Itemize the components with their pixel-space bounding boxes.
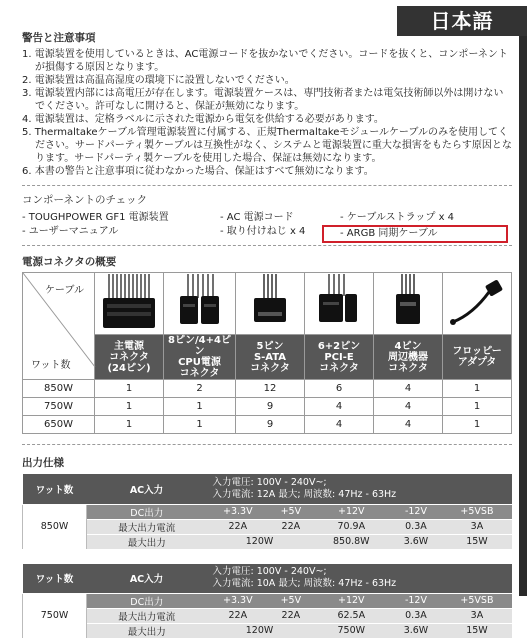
dc-output-label: DC出力 xyxy=(87,593,207,608)
warnings-list xyxy=(22,48,512,178)
component-argb-cable: - ARGB 同期ケーブル xyxy=(340,228,438,239)
table-cell: 1 xyxy=(95,380,164,398)
rail-label: +5V xyxy=(269,504,312,519)
connectors-title: 電源コネクタの概要 xyxy=(22,256,117,268)
table-cell: 4 xyxy=(305,416,374,434)
component-manual: - ユーザーマニュアル xyxy=(22,226,119,237)
row-watt: 850W xyxy=(23,380,95,398)
components-title: コンポーネントのチェック xyxy=(22,194,148,206)
warning-item: 6. 本書の警告と注意事項に従わなかった場合、保証はすべて無効になります。 xyxy=(22,166,374,177)
watt-header: ワット数 xyxy=(23,563,87,593)
column-header-line: PCI-E xyxy=(324,351,354,363)
column-header-line: コネクタ xyxy=(388,362,428,374)
column-header-line: アダプタ xyxy=(457,357,497,368)
rail-label: +5VSB xyxy=(442,504,512,519)
current-value: 22A xyxy=(269,519,312,534)
column-header-peripheral xyxy=(374,335,443,380)
ac-input-info xyxy=(207,563,513,593)
connector-image-24pin xyxy=(95,273,164,335)
table-row xyxy=(23,398,512,416)
column-header-sata xyxy=(236,335,305,380)
column-header-line: 8ピン/4+4ピン xyxy=(168,335,231,357)
top-rule xyxy=(0,0,527,4)
section-divider xyxy=(22,245,512,246)
output-spec-title: 出力仕様 xyxy=(22,457,64,469)
column-header-line: コネクタ xyxy=(109,351,149,363)
row-watt: 650W xyxy=(23,416,95,434)
table-cell: 4 xyxy=(374,380,443,398)
molex-connector-icon xyxy=(374,274,442,330)
max-current-row xyxy=(23,608,513,623)
current-value: 70.9A xyxy=(313,519,390,534)
rail-label: +12V xyxy=(313,593,390,608)
warning-item: 5. Thermaltakeケーブル管理電源装置に付属する、正規Thermaltakeモジュールケーブルのみを使用してください。サードパーティ製ケーブルは互換性がなく、システムと電源装置に重大な損害をもたらす原因となります。サードパーティ製ケーブルを使用した場合、保証は無効になります。 xyxy=(22,127,512,164)
rail-label: +3.3V xyxy=(207,593,270,608)
component-screws: - 取り付けねじ x 4 xyxy=(220,226,306,237)
section-divider xyxy=(22,444,512,445)
page-edge-bar xyxy=(519,36,527,596)
table-cell: 9 xyxy=(236,416,305,434)
language-tab: 日本語 xyxy=(397,6,527,36)
ac-input-line: 入力電圧: 100V - 240V~; xyxy=(212,566,327,577)
column-header-line: 6+2ピン xyxy=(317,340,361,352)
table-cell: 6 xyxy=(305,380,374,398)
warning-item: 2. 電源装置は高温高湿度の環境下に設置しないでください。 xyxy=(22,75,295,86)
max-current-label: 最大出力電流 xyxy=(87,608,207,623)
rail-label: +5V xyxy=(269,593,312,608)
highlight-box xyxy=(322,225,508,243)
table-cell: 1 xyxy=(95,416,164,434)
connector-image-peripheral xyxy=(374,273,443,335)
cpu-8pin-connector-icon xyxy=(166,274,234,330)
connector-image-pcie xyxy=(305,273,374,335)
dc-output-row xyxy=(23,504,513,519)
current-value: 22A xyxy=(207,519,270,534)
max-output-row xyxy=(23,623,513,638)
table-row xyxy=(23,416,512,434)
wattage-label: ワット数 xyxy=(31,360,71,371)
connector-table xyxy=(22,272,512,434)
column-header-line: コネクタ xyxy=(250,362,290,374)
ac-input-line: 入力電流: 10A 最大; 周波数: 47Hz - 63Hz xyxy=(212,578,397,589)
current-value: 3A xyxy=(442,519,512,534)
ac-input-row xyxy=(23,474,513,504)
warnings-title: 警告と注意事項 xyxy=(22,32,96,44)
floppy-adapter-icon xyxy=(443,274,511,330)
rail-label: -12V xyxy=(390,593,442,608)
current-value: 3A xyxy=(442,608,512,623)
ac-input-line: 入力電圧: 100V - 240V~; xyxy=(212,476,327,488)
table-cell: 1 xyxy=(443,380,512,398)
column-header-floppy xyxy=(443,335,512,380)
max-output-label: 最大出力 xyxy=(87,534,207,549)
current-value: 22A xyxy=(207,608,270,623)
max-current-row xyxy=(23,519,513,534)
column-header-line: CPU電源 xyxy=(178,357,221,368)
max-current-label: 最大出力電流 xyxy=(87,519,207,534)
output-value: 120W xyxy=(207,623,313,638)
component-psu: - TOUGHPOWER GF1 電源装置 xyxy=(22,212,169,223)
connector-image-cpu xyxy=(164,273,236,335)
current-value: 62.5A xyxy=(313,608,390,623)
cable-label: ケーブル xyxy=(44,285,84,296)
ac-input-label: AC入力 xyxy=(87,563,207,593)
row-watt: 750W xyxy=(23,398,95,416)
table-cell: 12 xyxy=(236,380,305,398)
table-cell: 4 xyxy=(305,398,374,416)
ac-input-info xyxy=(207,474,513,504)
warning-item: 4. 電源装置は、定格ラベルに示された電源から電気を供給する必要があります。 xyxy=(22,114,384,125)
table-cell: 1 xyxy=(443,398,512,416)
section-divider xyxy=(22,185,512,186)
spacer-row xyxy=(23,549,513,563)
manual-content xyxy=(22,30,512,639)
current-value: 0.3A xyxy=(390,519,442,534)
table-cell: 1 xyxy=(95,398,164,416)
output-value: 750W xyxy=(313,623,390,638)
column-header-24pin xyxy=(95,335,164,380)
column-header-pcie xyxy=(305,335,374,380)
column-header-line: 主電源 xyxy=(114,340,144,352)
table-cell: 1 xyxy=(443,416,512,434)
output-value: 120W xyxy=(207,534,313,549)
ac-input-label: AC入力 xyxy=(87,474,207,504)
column-header-line: S-ATA xyxy=(253,351,287,363)
table-cell: 1 xyxy=(164,398,236,416)
output-value: 3.6W xyxy=(390,623,442,638)
max-output-row xyxy=(23,534,513,549)
ac-input-row xyxy=(23,563,513,593)
column-header-line: コネクタ xyxy=(319,362,359,374)
components-list xyxy=(22,211,512,241)
column-header-line: (24ピン) xyxy=(107,362,151,374)
rail-label: -12V xyxy=(390,504,442,519)
table-cell: 2 xyxy=(164,380,236,398)
output-value: 15W xyxy=(442,534,512,549)
table-cell: 1 xyxy=(164,416,236,434)
component-ac-cord: - AC 電源コード xyxy=(220,212,294,223)
dc-output-label: DC出力 xyxy=(87,504,207,519)
column-header-line: 5ピン xyxy=(256,340,284,352)
column-header-line: 4ピン xyxy=(394,340,422,352)
warning-item: 1. 電源装置を使用しているときは、AC電源コードを抜かないでください。コードを抜くと、コンポーネントが損傷する原因となります。 xyxy=(22,49,508,73)
pcie-connector-icon xyxy=(305,274,373,330)
watt-header: ワット数 xyxy=(23,474,87,504)
column-header-line: コネクタ xyxy=(179,368,220,379)
current-value: 22A xyxy=(269,608,312,623)
column-header-line: フロッピー xyxy=(452,346,502,357)
output-spec-table xyxy=(22,474,512,639)
table-row xyxy=(23,380,512,398)
component-cable-straps: - ケーブルストラップ x 4 xyxy=(340,212,455,223)
rail-label: +5VSB xyxy=(442,593,512,608)
column-header-line: 周辺機器 xyxy=(388,351,428,363)
corner-header-cell xyxy=(23,273,95,380)
table-cell: 4 xyxy=(374,398,443,416)
output-value: 15W xyxy=(442,623,512,638)
atx-24pin-connector-icon xyxy=(95,274,163,330)
connector-image-floppy xyxy=(443,273,512,335)
output-value: 850.8W xyxy=(313,534,390,549)
max-output-label: 最大出力 xyxy=(87,623,207,638)
table-cell: 4 xyxy=(374,416,443,434)
model-watt: 750W xyxy=(23,593,87,638)
table-cell: 9 xyxy=(236,398,305,416)
dc-output-row xyxy=(23,593,513,608)
column-header-cpu xyxy=(164,335,236,380)
warning-item: 3. 電源装置内部には高電圧が存在します。電源装置ケースは、専門技術者または電気技術師以外は開けないでください。許可なしに開けると、保証が無効になります。 xyxy=(22,88,504,112)
ac-input-line: 入力電流: 12A 最大; 周波数: 47Hz - 63Hz xyxy=(212,488,397,500)
current-value: 0.3A xyxy=(390,608,442,623)
rail-label: +3.3V xyxy=(207,504,270,519)
rail-label: +12V xyxy=(313,504,390,519)
sata-connector-icon xyxy=(236,274,304,330)
connector-image-sata xyxy=(236,273,305,335)
output-value: 3.6W xyxy=(390,534,442,549)
model-watt: 850W xyxy=(23,504,87,549)
